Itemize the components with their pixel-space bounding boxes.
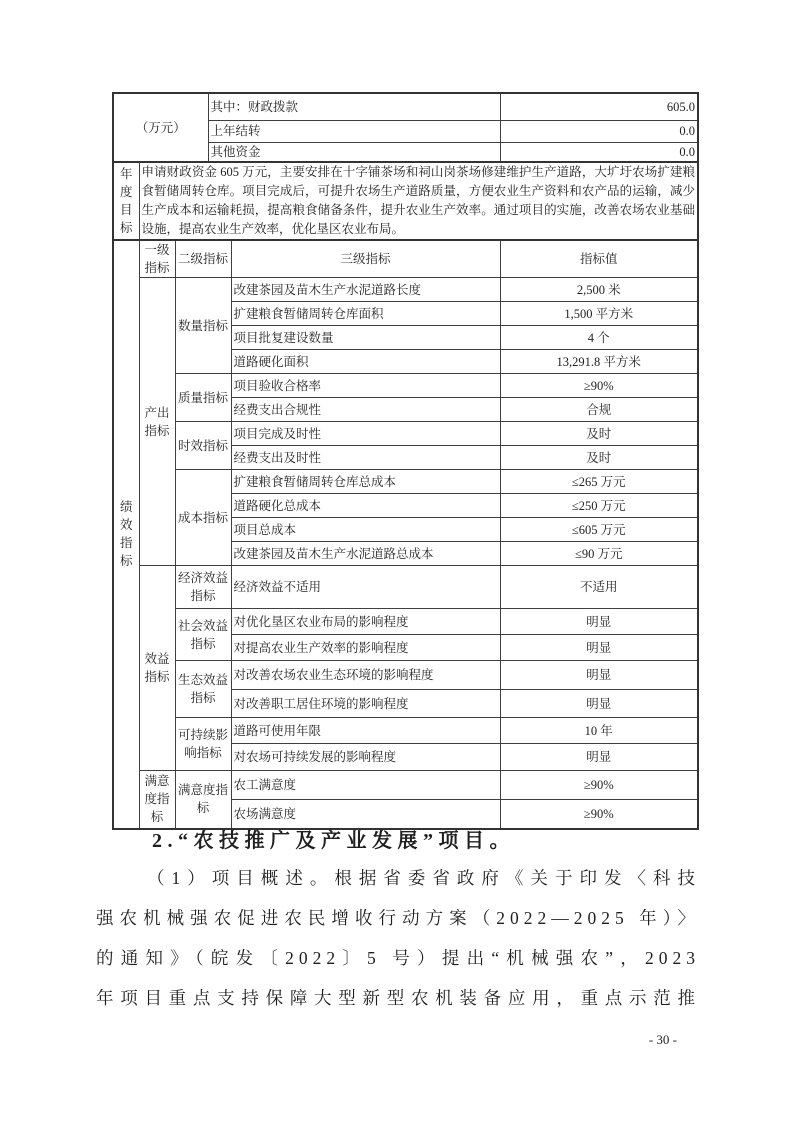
perf-value-cell: 明显 [500, 744, 698, 771]
perf-l3-cell: 对提高农业生产效率的影响程度 [231, 635, 500, 661]
perf-value-cell: 明显 [500, 661, 698, 690]
perf-value-cell: 1,500 平方米 [500, 302, 698, 326]
perf-l2-quantity: 数量指标 [175, 278, 231, 374]
perf-value-cell: 合规 [500, 398, 698, 422]
perf-value-cell: ≤605 万元 [500, 518, 698, 542]
annual-goal-table [112, 161, 699, 241]
perf-l2-quality: 质量指标 [175, 374, 231, 422]
section-paragraph [96, 858, 700, 1018]
perf-l2-satisfaction: 满意度指标 [175, 771, 231, 829]
funding-row-value: 605.0 [500, 93, 698, 120]
perf-value-cell: 2,500 米 [500, 278, 698, 302]
funding-unit-label: （万元） [113, 93, 208, 162]
perf-l3-cell: 农工满意度 [231, 771, 500, 800]
performance-indicator-table [112, 239, 699, 830]
perf-value-cell: ≤90 万元 [500, 542, 698, 566]
perf-value-cell: 明显 [500, 690, 698, 718]
perf-value-cell: 13,291.8 平方米 [500, 350, 698, 374]
perf-l3-cell: 项目批复建设数量 [231, 326, 500, 350]
funding-row-label: 其他资金 [208, 142, 500, 162]
perf-value-cell: ≤250 万元 [500, 494, 698, 518]
perf-value-cell: ≥90% [500, 771, 698, 800]
funding-row-label: 其中：财政拨款 [208, 93, 500, 120]
paragraph-line: 年项目重点支持保障大型新型农机装备应用，重点示范推 [96, 988, 700, 1008]
perf-l3-cell: 经济效益不适用 [231, 566, 500, 609]
report-tables [112, 92, 697, 830]
perf-value-cell: 明显 [500, 609, 698, 635]
funding-row-value: 0.0 [500, 120, 698, 142]
funding-row-label: 上年结转 [208, 120, 500, 142]
perf-l3-cell: 道路可使用年限 [231, 718, 500, 744]
perf-value-cell: 及时 [500, 446, 698, 470]
perf-l1-benefit: 效益指标 [139, 566, 175, 771]
perf-l3-cell: 对农场可持续发展的影响程度 [231, 744, 500, 771]
perf-l3-cell: 道路硬化总成本 [231, 494, 500, 518]
perf-l3-cell: 项目完成及时性 [231, 422, 500, 446]
paragraph-line: （1）项目概述。根据省委省政府《关于印发〈科技 [147, 868, 700, 888]
perf-l3-cell: 扩建粮食暂储周转仓库面积 [231, 302, 500, 326]
funding-row-value: 0.0 [500, 142, 698, 162]
perf-value-cell: ≥90% [500, 374, 698, 398]
annual-goal-text: 申请财政资金 605 万元，主要安排在十字铺茶场和祠山岗茶场修建维护生产道路，大圹圩农场扩建粮食暂储周转仓库。项目完成后，可提升农场生产道路质量，方便农业生产资料和农产品的运输，减少生产成本和运输耗损，提高粮食储备条件，提升农业生产效率。通过项目的实施，改善农场农业基础设施，提高农业生产效率，优化垦区农业布局。 [139, 162, 698, 240]
perf-value-cell: 10 年 [500, 718, 698, 744]
perf-value-cell: ≤265 万元 [500, 470, 698, 494]
paragraph-line: 强农机械强农促进农民增收行动方案（2022—2025 年）〉 [96, 908, 700, 928]
perf-value-cell: 不适用 [500, 566, 698, 609]
page-number: - 30 - [648, 1032, 677, 1047]
perf-value-cell: 明显 [500, 635, 698, 661]
perf-l3-cell: 项目验收合格率 [231, 374, 500, 398]
paragraph-line: 的通知》（皖发〔2022〕5 号）提出“机械强农”，2023 [96, 948, 700, 968]
perf-l3-cell: 扩建粮食暂储周转仓库总成本 [231, 470, 500, 494]
perf-l3-cell: 经费支出及时性 [231, 446, 500, 470]
perf-l3-cell: 对优化垦区农业布局的影响程度 [231, 609, 500, 635]
perf-l3-cell: 道路硬化面积 [231, 350, 500, 374]
perf-header-level3: 三级指标 [231, 240, 500, 278]
perf-l1-satisfaction: 满意度指标 [139, 771, 175, 829]
perf-l3-cell: 改建茶园及苗木生产水泥道路总成本 [231, 542, 500, 566]
perf-header-value: 指标值 [500, 240, 698, 278]
perf-l3-cell: 经费支出合规性 [231, 398, 500, 422]
perf-l2-economic: 经济效益指标 [175, 566, 231, 609]
perf-l2-timeliness: 时效指标 [175, 422, 231, 470]
perf-l1-output: 产出指标 [139, 278, 175, 566]
perf-value-cell: 4 个 [500, 326, 698, 350]
perf-l3-cell: 农场满意度 [231, 800, 500, 829]
perf-l3-cell: 对改善农场农业生态环境的影响程度 [231, 661, 500, 690]
perf-side-label: 绩效指标 [113, 240, 139, 829]
perf-value-cell: ≥90% [500, 800, 698, 829]
perf-l2-social: 社会效益指标 [175, 609, 231, 661]
perf-l3-cell: 对改善职工居住环境的影响程度 [231, 690, 500, 718]
perf-l2-sustainability: 可持续影响指标 [175, 718, 231, 771]
perf-l3-cell: 项目总成本 [231, 518, 500, 542]
section-heading: 2.“农技推广及产业发展”项目。 [152, 830, 515, 852]
perf-l2-cost: 成本指标 [175, 470, 231, 566]
perf-header-level1: 一级指标 [139, 240, 175, 278]
annual-goal-label: 年度目标 [113, 162, 139, 240]
perf-header-level2: 二级指标 [175, 240, 231, 278]
funding-table [112, 92, 699, 163]
perf-l2-ecological: 生态效益指标 [175, 661, 231, 718]
perf-value-cell: 及时 [500, 422, 698, 446]
perf-l3-cell: 改建茶园及苗木生产水泥道路长度 [231, 278, 500, 302]
